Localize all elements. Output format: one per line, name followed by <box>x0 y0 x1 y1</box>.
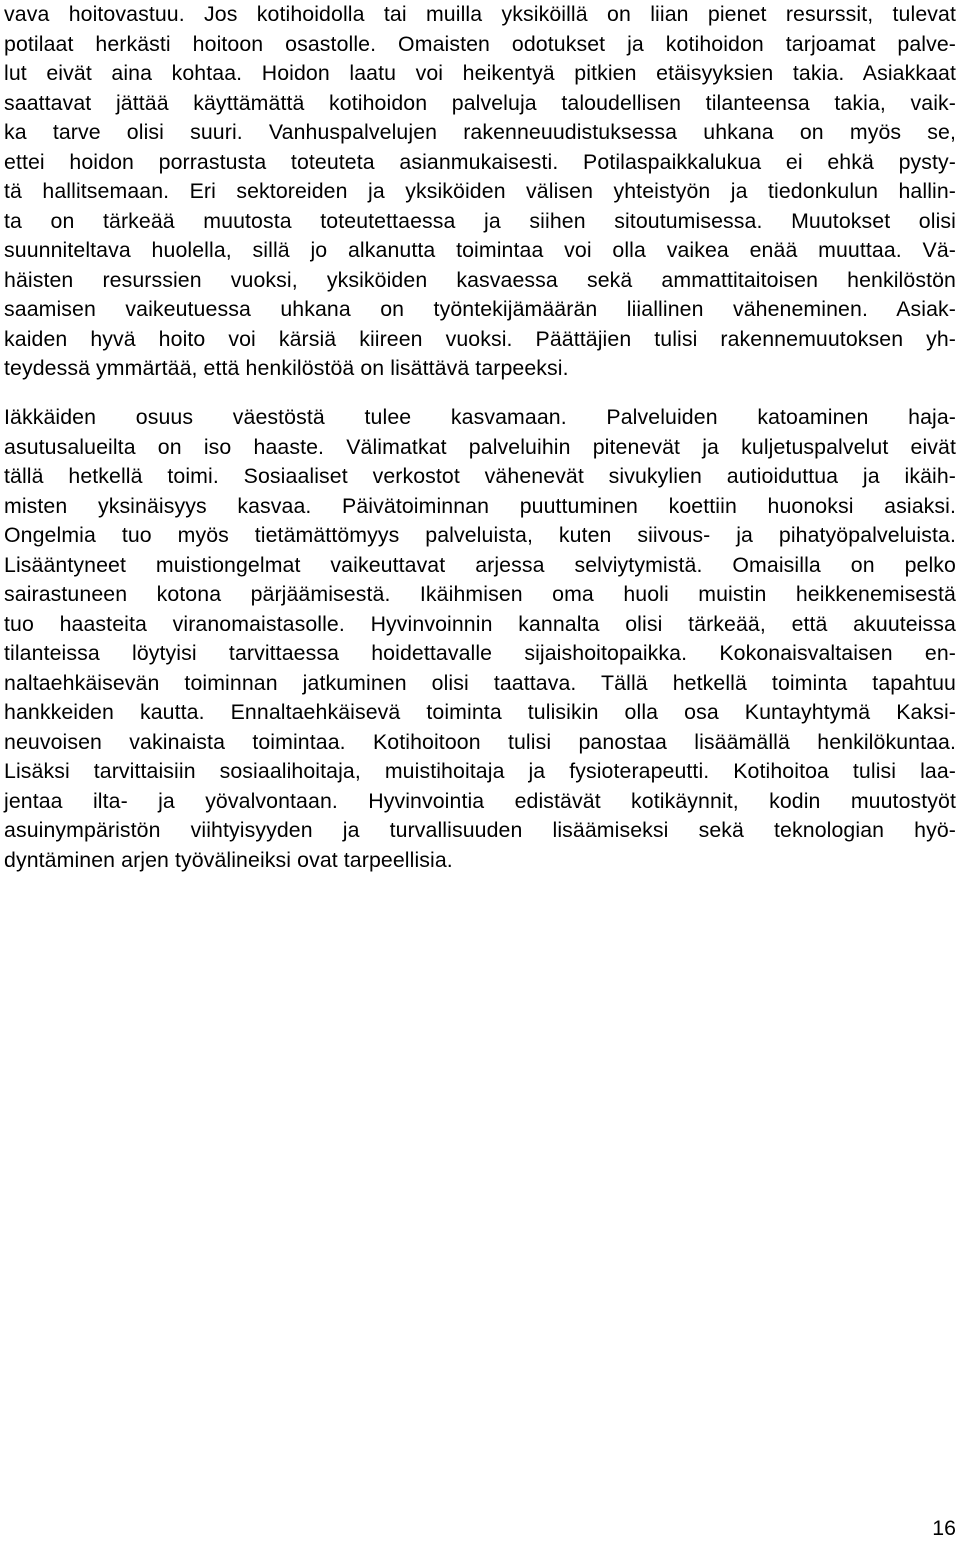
text-line: tällä hetkellä toimi. Sosiaaliset verkostot vähenevät sivukylien autioiduttua ja ikäih- <box>4 464 956 488</box>
text-line: dyntäminen arjen työvälineiksi ovat tarpeellisia. <box>4 847 453 872</box>
paragraph-2 <box>4 403 956 875</box>
text-line: tilanteissa löytyisi tarvittaessa hoidettavalle sijaishoitopaikka. Kokonaisvaltaisen en- <box>4 641 956 665</box>
page-number: 16 <box>932 1516 956 1540</box>
text-line: jentaa ilta- ja yövalvontaan. Hyvinvointia edistävät kotikäynnit, kodin muutostyöt <box>4 788 956 813</box>
text-line: Ongelmia tuo myös tietämättömyys palveluista, kuten siivous- ja pihatyöpalveluista. <box>4 523 956 547</box>
text-line: tä hallitsemaan. Eri sektoreiden ja yksiköiden välisen yhteistyön ja tiedonkulun hallin- <box>4 179 956 203</box>
text-line: tuo haasteita viranomaistasolle. Hyvinvoinnin kannalta olisi tärkeää, että akuuteissa <box>4 611 956 636</box>
text-line: misten yksinäisyys kasvaa. Päivätoiminnan puuttuminen koettiin huonoksi asiaksi. <box>4 493 956 518</box>
text-line: Lisääntyneet muistiongelmat vaikeuttavat arjessa selviytymistä. Omaisilla on pelko <box>4 552 956 577</box>
text-line: Iäkkäiden osuus väestöstä tulee kasvamaan. Palveluiden katoaminen haja- <box>4 405 956 429</box>
text-line: vava hoitovastuu. Jos kotihoidolla tai muilla yksiköillä on liian pienet resurssit, tulevat <box>4 2 956 26</box>
text-line: Lisäksi tarvittaisiin sosiaalihoitaja, muistihoitaja ja fysioterapeutti. Kotihoitoa tulisi laa- <box>4 759 956 783</box>
text-line: potilaat herkästi hoitoon osastolle. Omaisten odotukset ja kotihoidon tarjoamat palve- <box>4 31 956 56</box>
text-line: lut eivät aina kohtaa. Hoidon laatu voi heikentyä pitkien etäisyyksien takia. Asiakkaat <box>4 61 956 85</box>
text-line: häisten resurssien vuoksi, yksiköiden kasvaessa sekä ammattitaitoisen henkilöstön <box>4 267 956 292</box>
text-line: asutusalueilta on iso haaste. Välimatkat palveluihin pitenevät ja kuljetuspalvelut eivät <box>4 434 956 459</box>
text-line: ettei hoidon porrastusta toteuteta asianmukaisesti. Potilaspaikkalukua ei ehkä pysty- <box>4 149 956 174</box>
text-line: neuvoisen vakinaista toimintaa. Kotihoitoon tulisi panostaa lisäämällä henkilökuntaa. <box>4 729 956 754</box>
text-line: kaiden hyvä hoito voi kärsiä kiireen vuoksi. Päättäjien tulisi rakennemuutoksen yh- <box>4 326 956 351</box>
text-line: sairastuneen kotona pärjäämisestä. Ikäihmisen oma huoli muistin heikkenemisestä <box>4 582 956 606</box>
text-line: hankkeiden kautta. Ennaltaehkäisevä toiminta tulisikin olla osa Kuntayhtymä Kaksi- <box>4 700 956 724</box>
text-line: suunniteltava huolella, sillä jo alkanutta toimintaa voi olla vaikea enää muuttaa. Vä- <box>4 238 956 262</box>
text-line: saattavat jättää käyttämättä kotihoidon palveluja taloudellisen tilanteensa takia, vaik- <box>4 90 956 115</box>
text-line: ka tarve olisi suuri. Vanhuspalvelujen rakenneuudistuksessa uhkana on myös se, <box>4 120 956 144</box>
text-line: saamisen vaikeutuessa uhkana on työntekijämäärän liiallinen väheneminen. Asiak- <box>4 297 956 321</box>
text-line: ta on tärkeää muutosta toteutettaessa ja siihen sitoutumisessa. Muutokset olisi <box>4 208 956 233</box>
paragraph-1 <box>4 0 956 384</box>
text-line: asuinympäristön viihtyisyyden ja turvallisuuden lisäämiseksi sekä teknologian hyö- <box>4 818 956 842</box>
text-line: naltaehkäisevän toiminnan jatkuminen olisi taattava. Tällä hetkellä toiminta tapahtuu <box>4 670 956 695</box>
text-line: teydessä ymmärtää, että henkilöstöä on lisättävä tarpeeksi. <box>4 356 569 380</box>
